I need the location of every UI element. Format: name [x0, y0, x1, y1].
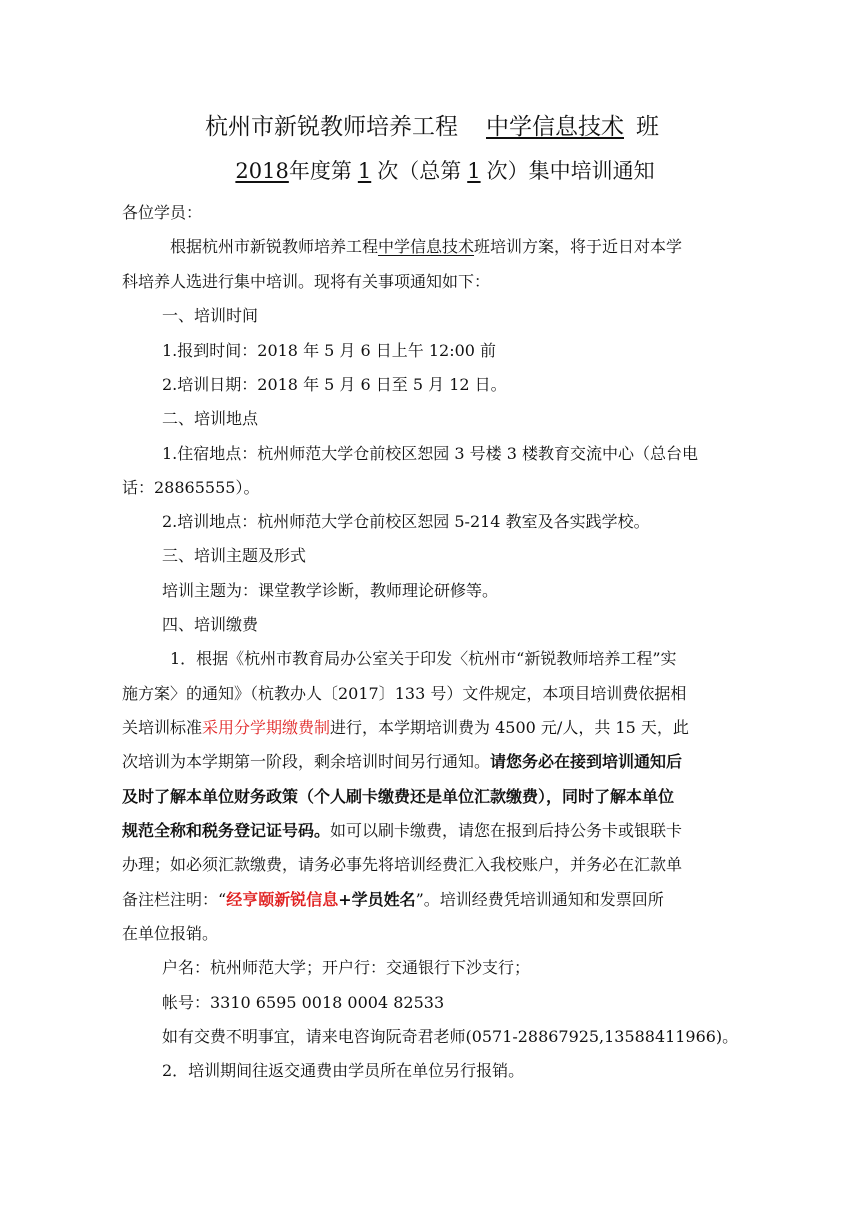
remark-code: 经亨颐新锐信息 — [226, 890, 339, 909]
account-name: 户名：杭州师范大学；开户行：交通银行下沙支行； — [162, 958, 531, 977]
intro-line-1: 根据杭州市新锐教师培养工程中学信息技术班培训方案，将于近日对本学 — [170, 237, 683, 256]
subtitle-total: 1 — [467, 159, 481, 183]
section-2-item-2: 2.培训地点：杭州师范大学仓前校区恕园 5-214 教室及各实践学校。 — [162, 512, 650, 531]
section-1-item-1: 1.报到时间：2018 年 5 月 6 日上午 12:00 前 — [162, 341, 497, 360]
section-1-heading: 一、培训时间 — [162, 306, 259, 325]
title-subject: 中学信息技术 — [486, 114, 624, 140]
section-2-heading: 二、培训地点 — [162, 409, 259, 428]
fee-para-2: 2．培训期间往返交通费由学员所在单位另行报销。 — [162, 1061, 525, 1080]
title-suffix: 班 — [636, 114, 659, 140]
title-prefix: 杭州市新锐教师培养工程 — [205, 114, 458, 140]
notice-title — [0, 112, 864, 142]
contact-info: 如有交费不明事宜，请来电咨询阮奇君老师(0571-28867925,13588411966)。 — [162, 1027, 739, 1046]
fee-installment-note: 采用分学期缴费制 — [202, 718, 331, 737]
fee-important-note: 请您务必在接到培训通知后 — [490, 752, 683, 771]
fee-para-line-8: 备注栏注明：“经亨颐新锐信息+学员姓名”。培训经费凭培训通知和发票回所 — [122, 890, 664, 909]
subtitle-session: 1 — [357, 159, 372, 183]
intro-subject: 中学信息技术 — [378, 237, 475, 256]
fee-para-line-7: 办理；如必须汇款缴费，请务必事先将培训经费汇入我校账户，并务必在汇款单 — [122, 855, 683, 874]
fee-para-line-9: 在单位报销。 — [122, 924, 219, 943]
section-4-heading: 四、培训缴费 — [162, 615, 259, 634]
fee-para-line-4: 次培训为本学期第一阶段，剩余培训时间另行通知。请您务必在接到培训通知后 — [122, 752, 683, 771]
fee-para-line-3: 关培训标准采用分学期缴费制进行，本学期培训费为 4500 元/人，共 15 天，此 — [122, 718, 689, 737]
section-3-heading: 三、培训主题及形式 — [162, 546, 307, 565]
section-3-body: 培训主题为：课堂教学诊断，教师理论研修等。 — [162, 581, 499, 600]
section-1-item-2: 2.培训日期：2018 年 5 月 6 日至 5 月 12 日。 — [162, 375, 507, 394]
fee-para-line-2: 施方案〉的通知》（杭教办人〔2017〕133 号）文件规定，本项目培训费依据相 — [122, 684, 687, 703]
account-number: 帐号：3310 6595 0018 0004 82533 — [162, 993, 445, 1012]
notice-subtitle: 2018年度第 1 次（总第 1 次）集中培训通知 — [235, 159, 655, 183]
section-2-item-1-line-1: 1.住宿地点：杭州师范大学仓前校区恕园 3 号楼 3 楼教育交流中心（总台电 — [162, 444, 698, 463]
fee-para-line-6: 规范全称和税务登记证号码。如可以刷卡缴费，请您在报到后持公务卡或银联卡 — [122, 821, 683, 840]
fee-para-line-5: 及时了解本单位财务政策（个人刷卡缴费还是单位汇款缴费），同时了解本单位 — [122, 787, 675, 806]
salutation: 各位学员： — [122, 203, 203, 222]
fee-para-line-1: 1．根据《杭州市教育局办公室关于印发〈杭州市“新锐教师培养工程”实 — [170, 649, 677, 668]
section-2-item-1-line-2: 话：28865555）。 — [122, 478, 260, 497]
subtitle-year: 2018 — [235, 159, 289, 183]
intro-line-2: 科培养人选进行集中培训。现将有关事项通知如下： — [122, 272, 491, 291]
